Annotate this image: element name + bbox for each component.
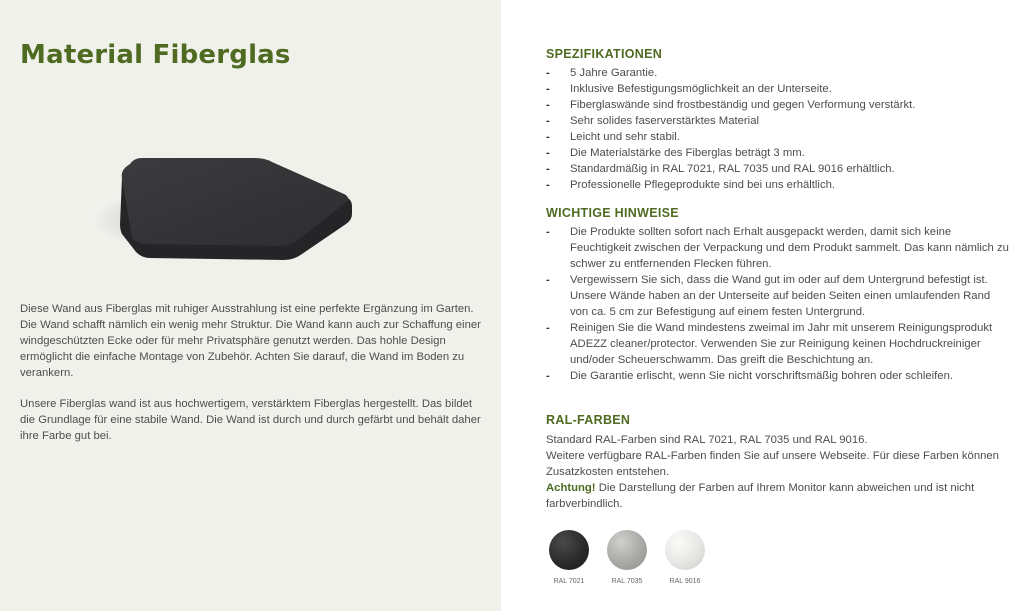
product-image — [90, 148, 370, 278]
warning-label: Achtung! — [546, 482, 596, 494]
left-panel — [0, 0, 501, 611]
list-item: - Die Produkte sollten sofort nach Erhalt ausgepackt werden, damit sich keine Feuchtigkeit zwischen der Verpackung und dem Produkt sammelt. Das kann nämlich zu schwer zu entfernenden Flecken führen. — [546, 226, 1009, 270]
dash-icon: - — [546, 131, 550, 143]
dash-icon: - — [546, 226, 550, 238]
swatch-circle — [549, 530, 589, 570]
description-paragraph-2: Unsere Fiberglas wand ist aus hochwertigem, verstärktem Fiberglas hergestellt. Das bildet die Grundlage für eine stabile Wand. Die Wand ist durch und durch gefärbt und behält daher ihre Farbe gut bei. — [20, 398, 481, 442]
list-item: - Fiberglaswände sind frostbeständig und gegen Verformung verstärkt. — [546, 99, 916, 111]
specs-heading: SPEZIFIKATIONEN — [546, 47, 663, 61]
page-title: Material Fiberglas — [20, 40, 291, 70]
dash-icon: - — [546, 115, 550, 127]
list-item: - Die Garantie erlischt, wenn Sie nicht vorschriftsmäßig bohren oder schleifen. — [546, 370, 954, 382]
dash-icon: - — [546, 147, 550, 159]
list-item: - Inklusive Befestigungsmöglichkeit an der Unterseite. — [546, 83, 832, 95]
list-item: - Sehr solides faserverstärktes Material — [546, 115, 759, 127]
list-item: - Reinigen Sie die Wand mindestens zweimal im Jahr mit unserem Reinigungsprodukt ADEZZ cleaner/protector. Verwenden Sie zur Reinigung keinen Hochdruckreiniger und/oder Scheuerschwamm. Das greift die Beschichtung an. — [546, 322, 993, 366]
list-item: - Professionelle Pflegeprodukte sind bei uns erhältlich. — [546, 179, 836, 191]
dash-icon: - — [546, 274, 550, 286]
dash-icon: - — [546, 370, 550, 382]
dash-icon: - — [546, 83, 550, 95]
swatch-label: RAL 7035 — [611, 578, 643, 585]
notes-list — [546, 224, 1011, 384]
ral-more-text: Weitere verfügbare RAL-Farben finden Sie auf unsere Webseite. Für diese Farben können Zusatzkosten entstehen. — [546, 450, 999, 478]
swatch-circle — [607, 530, 647, 570]
dash-icon: - — [546, 67, 550, 79]
dash-icon: - — [546, 163, 550, 175]
notes-heading: WICHTIGE HINWEISE — [546, 206, 679, 220]
list-item: - Leicht und sehr stabil. — [546, 131, 680, 143]
list-item: - Standardmäßig in RAL 7021, RAL 7035 und RAL 9016 erhältlich. — [546, 163, 895, 175]
ral-warning — [546, 480, 1006, 512]
swatch-circle — [665, 530, 705, 570]
description-paragraph-1: Diese Wand aus Fiberglas mit ruhiger Ausstrahlung ist eine perfekte Ergänzung im Garten. Die Wand schafft nämlich ein wenig mehr Struktur. Die Wand kann auch zur Schaffung einer windgeschützten Ecke oder für mehr Privatsphäre genutzt werden. Das hohle Design ermöglicht die einfache Montage von Zubehör. Achten Sie darauf, die Wand im Boden zu verankern. — [20, 303, 481, 379]
dash-icon: - — [546, 179, 550, 191]
ral-standard-text: Standard RAL-Farben sind RAL 7021, RAL 7035 und RAL 9016. — [546, 434, 868, 446]
list-item: - 5 Jahre Garantie. — [546, 67, 658, 79]
list-item: - Die Materialstärke des Fiberglas beträgt 3 mm. — [546, 147, 805, 159]
swatch-label: RAL 7021 — [553, 578, 585, 585]
list-item: - Vergewissern Sie sich, dass die Wand gut im oder auf dem Untergrund befestigt ist. Unsere Wände haben an der Unterseite auf beiden Seiten einen umlaufenden Rand von ca. 5 cm zur Befestigung auf einem festen Untergrund. — [546, 274, 991, 318]
ral-heading: RAL-FARBEN — [546, 413, 631, 427]
dash-icon: - — [546, 99, 550, 111]
dash-icon: - — [546, 322, 550, 334]
specs-list — [546, 65, 1011, 193]
swatch-label: RAL 9016 — [669, 578, 701, 585]
warning-text: Die Darstellung der Farben auf Ihrem Monitor kann abweichen und ist nicht farbverbindlich. — [546, 482, 975, 510]
